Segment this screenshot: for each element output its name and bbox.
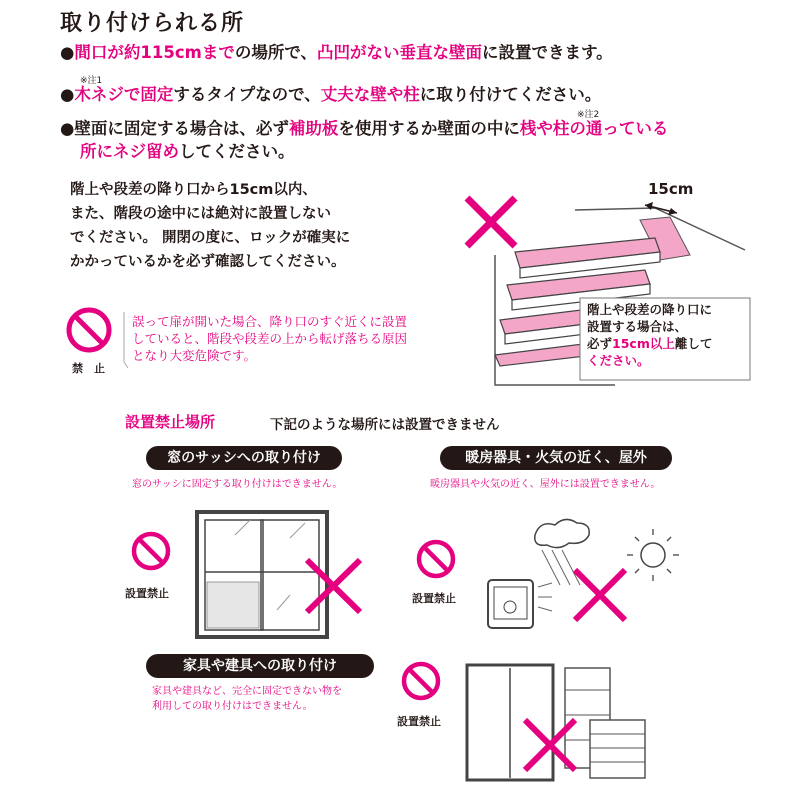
callout-line-3b: 15cm以上 [612, 336, 675, 351]
bullet-2-segment-2: 木ネジで固定 [74, 85, 174, 104]
bullet-3-segment-1: ● [60, 119, 75, 138]
prohibited-icon [130, 530, 172, 572]
bullet-2-segment-5: に取り付けてください。 [419, 85, 602, 104]
case-window-title: 窓のサッシへの取り付け [146, 446, 342, 470]
bullet-3-segment-4: を使用するか壁面の中に [338, 119, 520, 138]
no-install-label: 設置禁止 [397, 715, 441, 728]
bullet-1-segment-4: 凸凹がない垂直な壁面 [317, 43, 482, 62]
furniture-illustration [465, 660, 655, 785]
no-install-label: 設置禁止 [125, 587, 169, 600]
callout-line-3 [587, 335, 712, 352]
case-furniture-title: 家具や建具への取り付け [146, 654, 374, 678]
heater-weather-illustration [480, 515, 690, 640]
page-title: 取り付けられる所 [60, 11, 245, 36]
bullet-2-segment-1: ● [60, 85, 75, 104]
callout-line-2: 設置する場合は、 [587, 319, 688, 334]
case-window-caption: 窓のサッシに固定する取り付けはできません。 [132, 479, 343, 490]
prohibited-icon [415, 538, 457, 580]
window-illustration [195, 510, 370, 640]
case-heater-title: 暖房器具・火気の近く、屋外 [440, 446, 672, 470]
bullet-3-segment-5: 桟や柱の通っている [519, 119, 669, 138]
callout-line-4: ください。 [587, 353, 650, 368]
bullet-1-segment-1: ● [60, 43, 75, 62]
bullet-3 [60, 117, 668, 141]
callout-line-3c: 離して [674, 336, 713, 351]
prohibit-note-text: 誤って扉が開いた場合、降り口のすぐ近くに設置 していると、階段や段差の上から転げ落ちる原因 となり大変危険です。 [132, 314, 408, 363]
stair-warning-text: 階上や段差の降り口から15cm以内、 また、階段の途中には絶対に設置しない でください。 開閉の度に、ロックが確実に かかっているかを必ず確認してください。 [70, 182, 351, 270]
bullet-2 [60, 83, 601, 107]
bullet-4-segment-2: してください。 [179, 142, 295, 161]
dimension-label: 15cm [648, 180, 694, 198]
bullet-3-segment-3: 補助板 [288, 119, 339, 138]
bullet-1-segment-2: 間口が約115cmまで [74, 43, 235, 62]
stair-callout [587, 301, 712, 369]
case-heater-caption: 暖房器具や火気の近く、屋外には設置できません。 [430, 479, 661, 490]
prohibited-icon [400, 660, 442, 702]
callout-line-3a: 必ず [587, 336, 613, 351]
no-install-subheading: 下記のような場所には設置できません [270, 417, 500, 433]
footnote-marker-2: ※注2 [577, 110, 600, 120]
no-install-heading: 設置禁止場所 [125, 413, 216, 431]
no-install-label: 設置禁止 [412, 592, 456, 605]
prohibited-icon [64, 305, 114, 355]
bullet-2-segment-3: するタイプなので、 [173, 85, 321, 104]
bullet-1-segment-3: の場所で、 [234, 43, 317, 62]
bullet-3-continued [80, 140, 295, 164]
bullet-3-segment-2: 壁面に固定する場合は、必ず [74, 119, 289, 138]
footnote-marker-1: ※注1 [80, 76, 103, 86]
bullet-2-segment-4: 丈夫な壁や柱 [320, 85, 420, 104]
case-furniture-caption: 家具や建具など、完全に固定できない物を 利用しての取り付けはできません。 [152, 686, 342, 712]
callout-line-1: 階上や段差の降り口に [587, 302, 713, 317]
bullet-1-segment-5: に設置できます。 [482, 43, 613, 62]
prohibited-label: 禁 止 [72, 362, 105, 375]
bullet-1 [60, 41, 613, 65]
bullet-4-segment-1: 所にネジ留め [80, 142, 179, 161]
